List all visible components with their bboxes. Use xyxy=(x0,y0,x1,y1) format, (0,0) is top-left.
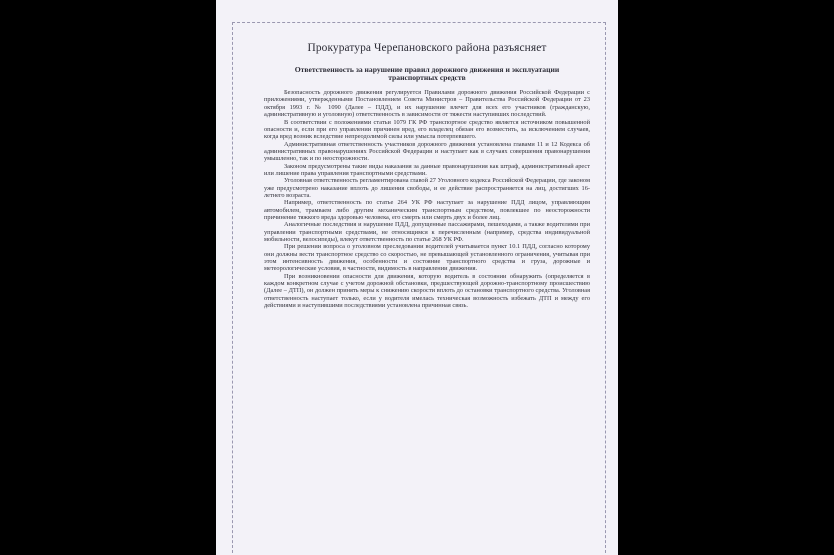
document-body xyxy=(264,42,590,309)
paragraph: Аналогичные последствия и нарушение ПДД, допущенные пассажирами, пешеходами, а также водителями при управлении транспортными средствами, не относящимся к перечисленным (например, средства индивидуальной мобильности, велосипеды), влекут ответственность по статье 268 УК РФ. xyxy=(264,221,590,243)
paragraph: Безопасность дорожного движения регулируется Правилами дорожного движения Российской Федерации с приложениями, утвержденными Постановлением Совета Министров – Правительства Российской Федерации от 23 октября 1993 г. № 1090 (Далее – ПДД), и их нарушение влечет для всех его участников (гражданскую, административную и уголовную) ответственность в зависимости от тяжести наступивших последствий. xyxy=(264,89,590,119)
document-page xyxy=(216,0,618,555)
paragraph: При решении вопроса о уголовном преследовании водителей учитывается пункт 10.1 ПДД, согласно которому они должны вести транспортное средство со скоростью, не превышающей установленного ограничения, учитывая при этом интенсивность движения, особенности и состояние транспортного средства и груза, дорожные и метеорологические условия, в частности, видимость в направлении движения. xyxy=(264,243,590,273)
paragraph: Например, ответственность по статье 264 УК РФ наступает за нарушение ПДД лицом, управляющим автомобилем, трамваем либо другим механическим транспортным средством, повлекшее по неосторожности причинение тяжкого вреда здоровью человека, его смерть или смерть двух и более лиц. xyxy=(264,199,590,221)
paragraph: Административная ответственность участников дорожного движения установлена главами 11 и 12 Кодекса об административных правонарушениях Российской Федерации и наступает как в случаях совершения правонарушения умышленно, так и по неосторожности. xyxy=(264,140,590,163)
paragraph: Законом предусмотрены такие виды наказания за данные правонарушения как штраф, административный арест или лишение права управления транспортными средствами. xyxy=(264,162,590,177)
paragraph: Уголовная ответственность регламентирована главой 27 Уголовного кодекса Российской Федерации, где законом уже предусмотрено наказание вплоть до лишения свободы, и ее действие распространяется на лиц, достигших 16-летнего возраста. xyxy=(264,177,590,199)
document-subtitle: Ответственность за нарушение правил дорожного движения и эксплуатации транспортных средств xyxy=(294,64,560,83)
paragraph: В соответствии с положениями статьи 1079 ГК РФ транспортное средство является источником повышенной опасности и, если при его управлении причинен вред, его владелец обязан его возместить, за исключением случаев, когда вред возник вследствие непреодолимой силы или умысла потерпевшего. xyxy=(264,118,590,141)
paragraph: При возникновении опасности для движения, которую водитель в состоянии обнаружить (определяется в каждом конкретном случае с учетом дорожной обстановки, предшествующей дорожно-транспортному происшествию (Далее – ДТП), он должен принять меры к снижению скорости вплоть до остановки транспортного средства. Уголовная ответственность наступает только, если у водителя имелась техническая возможность избежать ДТП и между его действиями и наступившими последствиями установлена причинная связь. xyxy=(264,272,590,310)
document-title: Прокуратура Черепановского района разъясняет xyxy=(307,42,547,54)
